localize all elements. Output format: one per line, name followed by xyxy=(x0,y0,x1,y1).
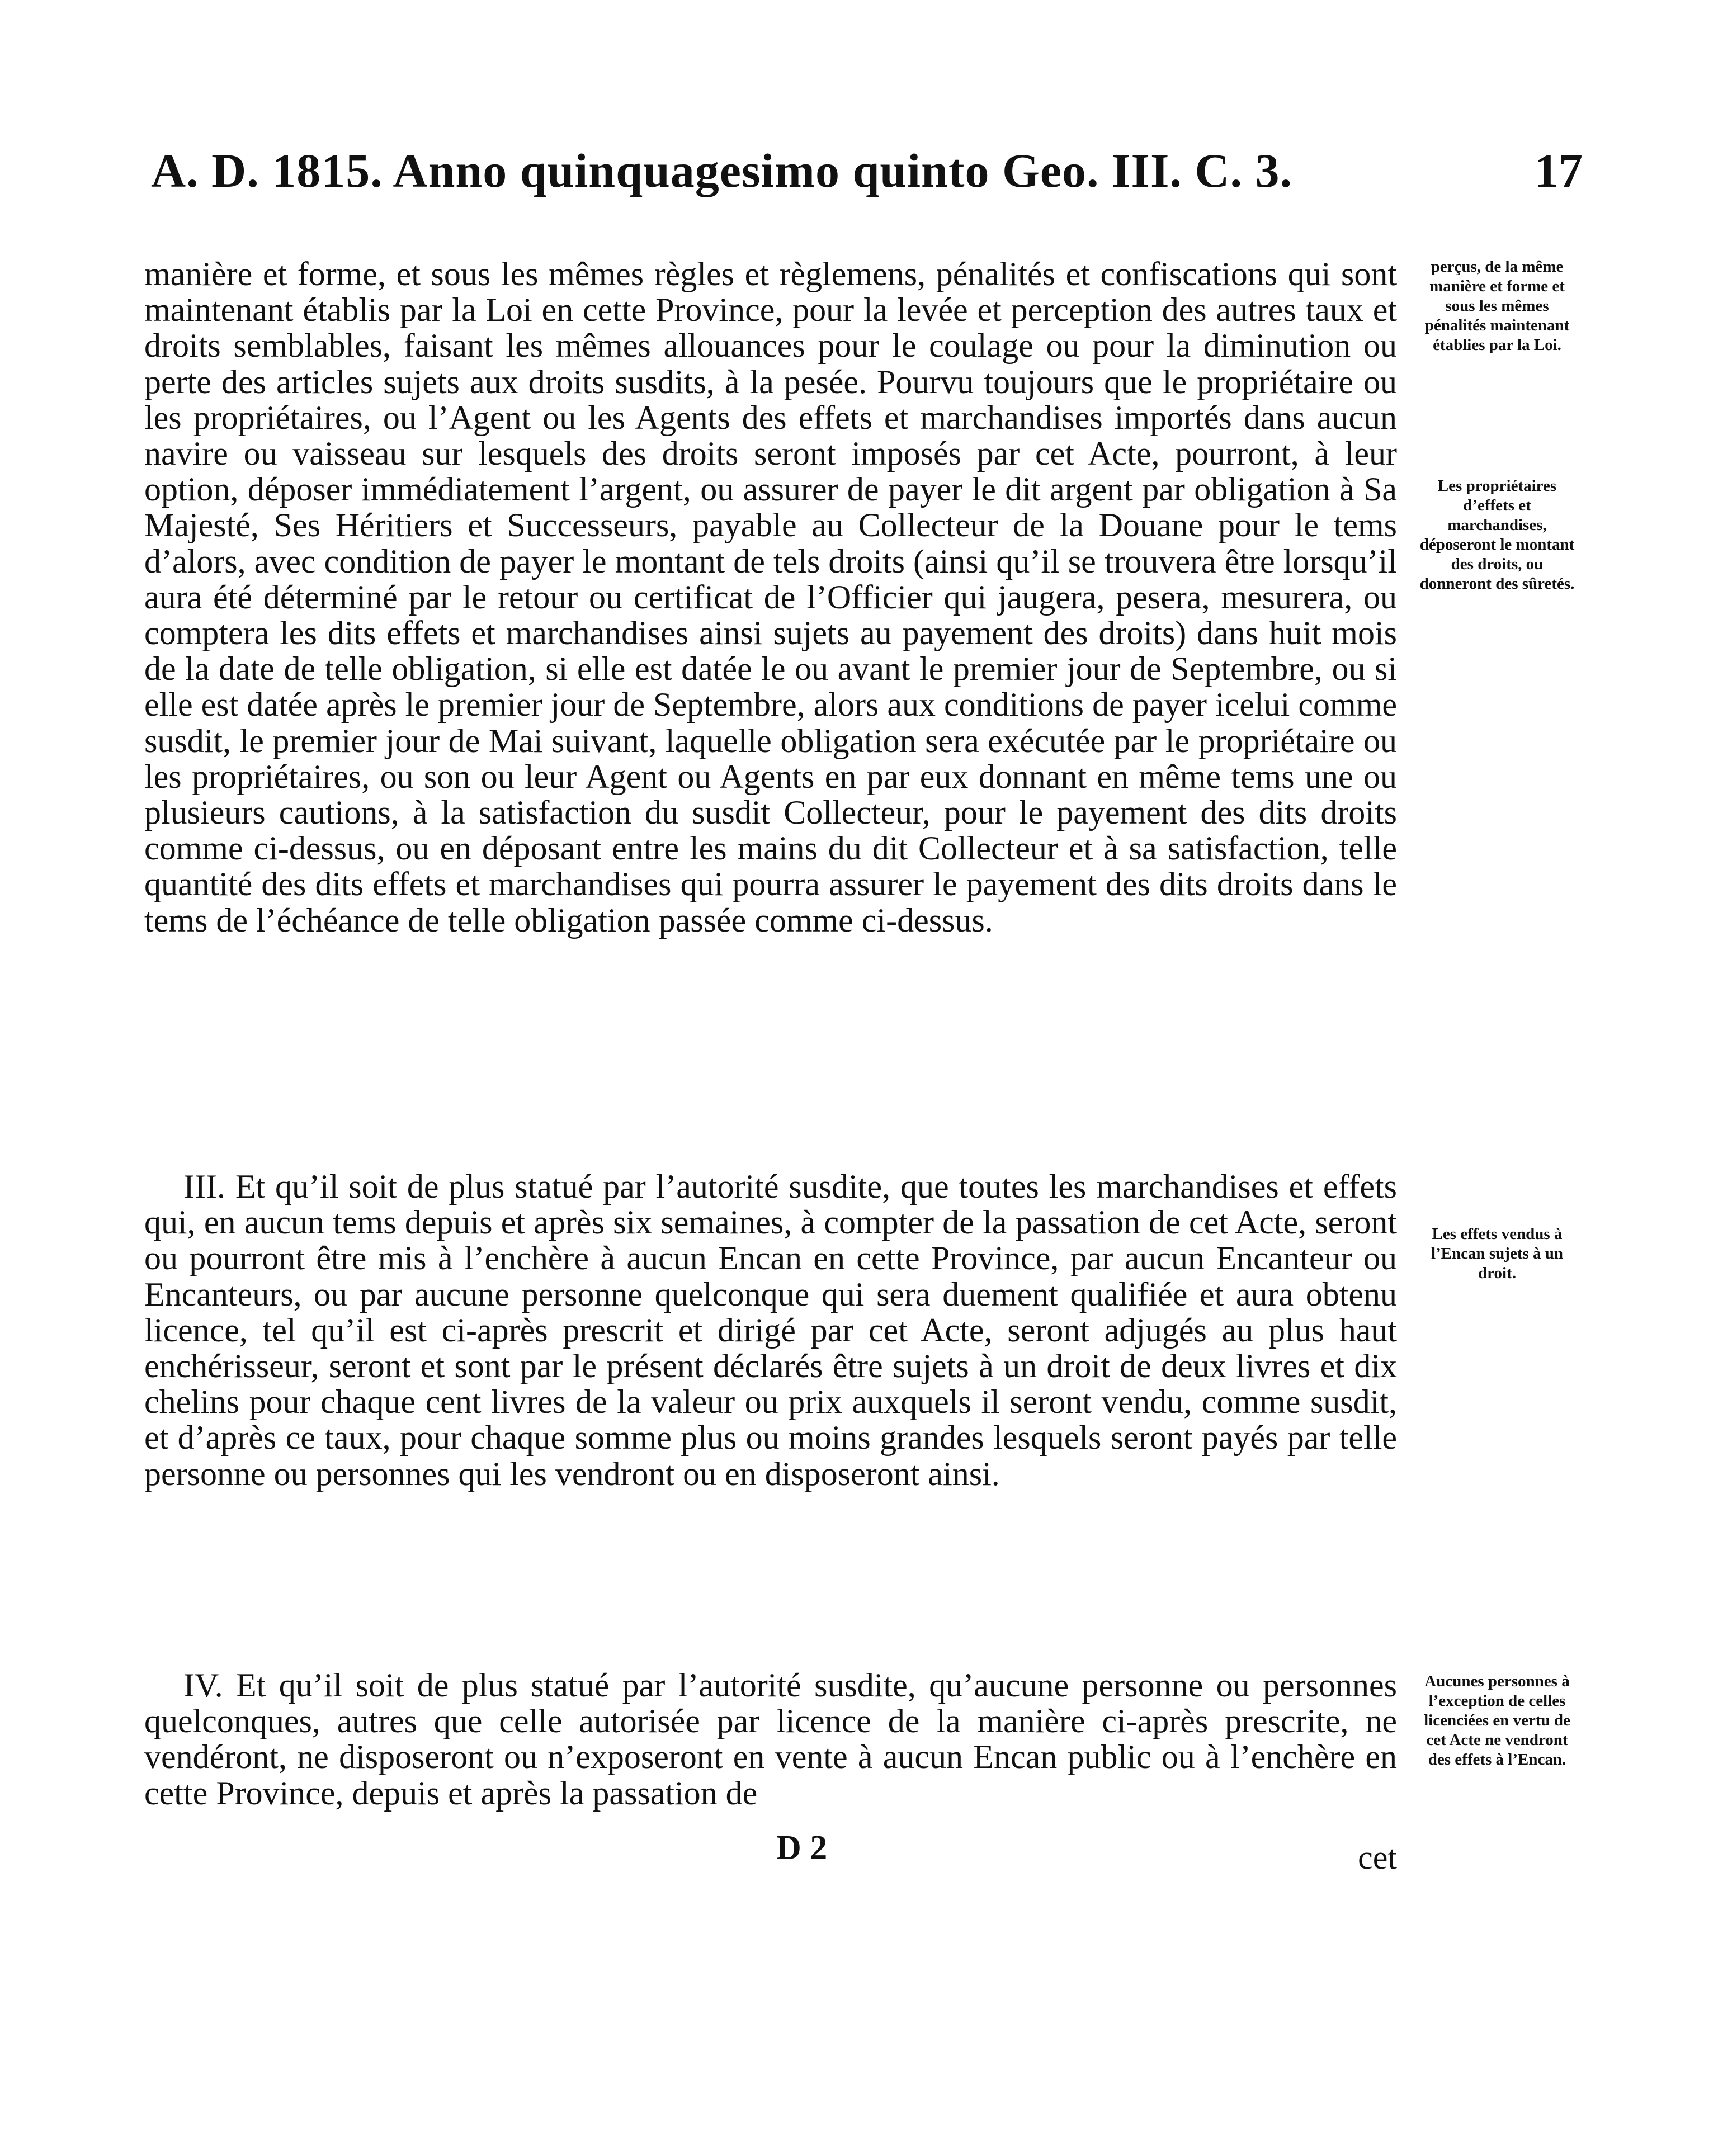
section-4 xyxy=(144,1667,1397,1811)
section-3-paragraph xyxy=(144,1169,1397,1492)
page-number: 17 xyxy=(1535,144,1583,197)
margin-note-duties-collected: perçus, de la même manière et forme et sous les mêmes pénalités maintenant établies par la Loi. xyxy=(1424,258,1570,354)
section-4-number: IV. xyxy=(183,1667,223,1704)
running-title: A. D. 1815. Anno quinquagesimo quinto Geo. III. C. 3. xyxy=(151,144,1293,197)
margin-note-owners-deposit: Les propriétaires d’effets et marchandises, déposeront le montant des droits, ou donneront des sûretés. xyxy=(1419,477,1575,593)
catchword: cet xyxy=(1358,1839,1397,1876)
margin-note-auction-duty: Les effets vendus à l’Encan sujets à un droit. xyxy=(1431,1225,1564,1282)
signature-mark: D 2 xyxy=(776,1829,828,1867)
paragraph-text: manière et forme, et sous les mêmes règles et règlemens, pénalités et confiscations qui sont maintenant établis par la Loi en cette Province, pour la levée et perception des autres taux et droits semblables, faisant les mêmes allouances pour le coulage ou pour la diminution ou perte des articles sujets aux droits susdits, à la pesée. Pourvu toujours que le propriétaire ou les propriétaires, ou l’Agent ou les Agents des effets et marchandises importés dans aucun navire ou vaisseau sur lesquels des droits seront imposés par cet Acte, pourront, à leur option, déposer immédiatement l’argent, ou assurer de payer le dit argent par obligation à Sa Majesté, Ses Héritiers et Successeurs, payable au Collecteur de la Douane pour le tems d’alors, avec condition de payer le montant de tels droits (ainsi qu’il se trouvera être lorsqu’il aura été déterminé par le retour ou certificat de l’Officier qui jaugera, pesera, mesurera, ou comptera les dits effets et marchandises ainsi sujets au payement des droits) dans huit mois de la date de telle obligation, si elle est datée le ou avant le premier jour de Septembre, ou si elle est datée après le premier jour de Septembre, alors aux conditions de payer icelui comme susdit, le premier jour de Mai suivant, laquelle obligation sera exécutée par le propriétaire ou les propriétaires, ou son ou leur Agent ou Agents en par eux donnant en même tems une ou plusieurs cautions, à la satisfaction du susdit Collecteur, pour le payement des dits droits comme ci-dessus, ou en déposant entre les mains du dit Collecteur et à sa satisfaction, telle quantité des dits effets et marchandises qui pourra assurer le payement des dits droits dans le tems de l’échéance de telle obligation passée comme ci-dessus. xyxy=(144,256,1397,939)
section-3 xyxy=(144,1169,1397,1492)
section-4-text: Et qu’il soit de plus statué par l’autorité susdite, qu’aucune personne ou personnes quelconques, autres que celle autorisée par licence de la manière ci-après prescrite, ne vendéront, ne disposeront ou n’exposeront en vente à aucun Encan public ou à l’enchère en cette Province, depuis et après la passation de xyxy=(144,1667,1397,1812)
running-header xyxy=(151,143,1583,204)
section-4-paragraph xyxy=(144,1667,1397,1811)
margin-note-licensed-auctioneers: Aucunes personnes à l’exception de celles licenciées en vertu de cet Acte ne vendront des effets à l’Encan. xyxy=(1424,1672,1570,1769)
paragraph-continuation xyxy=(144,256,1397,938)
section-3-number: III. xyxy=(183,1168,225,1205)
section-3-text: Et qu’il soit de plus statué par l’autorité susdite, que toutes les marchandises et effets qui, en aucun tems depuis et après six semaines, à compter de la passation de cet Acte, seront ou pourront être mis à l’enchère à aucun Encan en cette Province, par aucun Encanteur ou Encanteurs, ou par aucune personne quelconque qui sera duement qualifiée et aura obtenu licence, tel qu’il est ci-après prescrit et dirigé par cet Acte, seront adjugés au plus haut enchérisseur, seront et sont par le présent déclarés être sujets à un droit de deux livres et dix chelins pour chaque cent livres de la valeur ou prix auxquels il seront vendu, comme susdit, et d’après ce taux, pour chaque somme plus ou moins grandes lesquels seront payés par telle personne ou personnes qui les vendront ou en disposeront ainsi. xyxy=(144,1168,1398,1492)
page-footer xyxy=(144,1828,1397,1876)
